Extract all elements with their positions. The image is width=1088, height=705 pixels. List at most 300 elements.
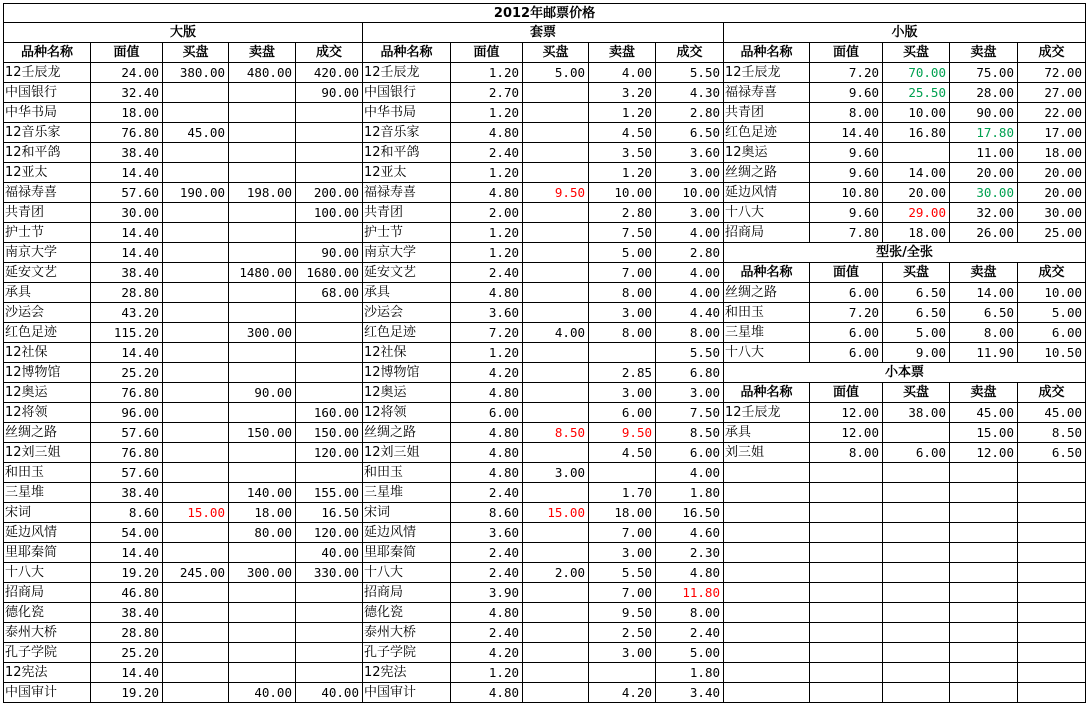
name-cell[interactable]: 12奥运 — [3, 383, 91, 403]
name-cell[interactable]: 12奥运 — [363, 383, 451, 403]
deal-cell[interactable]: 25.00 — [1018, 223, 1086, 243]
deal-cell[interactable]: 3.00 — [656, 203, 724, 223]
ask-cell[interactable]: 5.00 — [589, 243, 656, 263]
deal-cell[interactable]: 6.00 — [656, 443, 724, 463]
ask-cell[interactable]: 7.00 — [589, 263, 656, 283]
bid-cell[interactable] — [523, 123, 589, 143]
bid-cell[interactable]: 15.00 — [523, 503, 589, 523]
empty-cell[interactable] — [1018, 543, 1086, 563]
ask-cell[interactable]: 12.00 — [950, 443, 1018, 463]
ask-cell[interactable]: 26.00 — [950, 223, 1018, 243]
header-variety[interactable]: 品种名称 — [724, 263, 810, 283]
name-cell[interactable]: 和田玉 — [724, 303, 810, 323]
face-value-cell[interactable]: 1.20 — [451, 223, 523, 243]
face-value-cell[interactable]: 1.20 — [451, 243, 523, 263]
ask-cell[interactable]: 80.00 — [229, 523, 296, 543]
empty-cell[interactable] — [810, 583, 883, 603]
bid-cell[interactable] — [163, 643, 229, 663]
empty-cell[interactable] — [950, 523, 1018, 543]
empty-cell[interactable] — [883, 623, 950, 643]
header-face-value[interactable]: 面值 — [91, 43, 163, 63]
bid-cell[interactable] — [523, 583, 589, 603]
ask-cell[interactable] — [229, 543, 296, 563]
name-cell[interactable]: 宋词 — [3, 503, 91, 523]
bid-cell[interactable]: 5.00 — [523, 63, 589, 83]
name-cell[interactable]: 护士节 — [363, 223, 451, 243]
ask-cell[interactable]: 10.00 — [589, 183, 656, 203]
face-value-cell[interactable]: 4.80 — [451, 283, 523, 303]
face-value-cell[interactable]: 9.60 — [810, 163, 883, 183]
name-cell[interactable]: 南京大学 — [3, 243, 91, 263]
ask-cell[interactable]: 7.00 — [589, 523, 656, 543]
deal-cell[interactable] — [296, 623, 363, 643]
face-value-cell[interactable]: 14.40 — [91, 343, 163, 363]
bid-cell[interactable] — [163, 103, 229, 123]
empty-cell[interactable] — [950, 543, 1018, 563]
bid-cell[interactable] — [163, 203, 229, 223]
empty-cell[interactable] — [1018, 583, 1086, 603]
face-value-cell[interactable]: 4.80 — [451, 123, 523, 143]
face-value-cell[interactable]: 43.20 — [91, 303, 163, 323]
ask-cell[interactable]: 3.00 — [589, 303, 656, 323]
deal-cell[interactable]: 68.00 — [296, 283, 363, 303]
face-value-cell[interactable]: 28.80 — [91, 623, 163, 643]
bid-cell[interactable] — [163, 143, 229, 163]
deal-cell[interactable]: 90.00 — [296, 83, 363, 103]
ask-cell[interactable]: 4.50 — [589, 123, 656, 143]
empty-cell[interactable] — [883, 603, 950, 623]
face-value-cell[interactable]: 19.20 — [91, 563, 163, 583]
ask-cell[interactable]: 28.00 — [950, 83, 1018, 103]
deal-cell[interactable]: 3.40 — [656, 683, 724, 703]
header-deal[interactable]: 成交 — [656, 43, 724, 63]
name-cell[interactable]: 12将领 — [363, 403, 451, 423]
ask-cell[interactable]: 18.00 — [229, 503, 296, 523]
ask-cell[interactable] — [229, 243, 296, 263]
name-cell[interactable]: 延边风情 — [3, 523, 91, 543]
ask-cell[interactable]: 18.00 — [589, 503, 656, 523]
empty-cell[interactable] — [1018, 503, 1086, 523]
bid-cell[interactable] — [523, 203, 589, 223]
bid-cell[interactable]: 16.80 — [883, 123, 950, 143]
bid-cell[interactable] — [883, 143, 950, 163]
name-cell[interactable]: 承具 — [724, 423, 810, 443]
bid-cell[interactable] — [523, 163, 589, 183]
ask-cell[interactable]: 20.00 — [950, 163, 1018, 183]
bid-cell[interactable] — [163, 283, 229, 303]
empty-cell[interactable] — [810, 683, 883, 703]
empty-cell[interactable] — [883, 503, 950, 523]
name-cell[interactable]: 红色足迹 — [724, 123, 810, 143]
name-cell[interactable]: 泰州大桥 — [3, 623, 91, 643]
bid-cell[interactable] — [523, 623, 589, 643]
face-value-cell[interactable]: 9.60 — [810, 143, 883, 163]
deal-cell[interactable] — [296, 463, 363, 483]
name-cell[interactable]: 红色足迹 — [363, 323, 451, 343]
ask-cell[interactable] — [589, 463, 656, 483]
header-face-value[interactable]: 面值 — [810, 263, 883, 283]
face-value-cell[interactable]: 4.20 — [451, 363, 523, 383]
header-ask[interactable]: 卖盘 — [950, 263, 1018, 283]
header-ask[interactable]: 卖盘 — [950, 383, 1018, 403]
bid-cell[interactable]: 20.00 — [883, 183, 950, 203]
bid-cell[interactable] — [523, 523, 589, 543]
name-cell[interactable]: 宋词 — [363, 503, 451, 523]
empty-cell[interactable] — [810, 543, 883, 563]
face-value-cell[interactable]: 38.40 — [91, 263, 163, 283]
header-face-value[interactable]: 面值 — [810, 43, 883, 63]
face-value-cell[interactable]: 10.80 — [810, 183, 883, 203]
header-face-value[interactable]: 面值 — [451, 43, 523, 63]
ask-cell[interactable]: 90.00 — [229, 383, 296, 403]
name-cell[interactable]: 丝绸之路 — [363, 423, 451, 443]
face-value-cell[interactable]: 18.00 — [91, 103, 163, 123]
header-bid[interactable]: 买盘 — [883, 43, 950, 63]
ask-cell[interactable]: 1.20 — [589, 163, 656, 183]
empty-cell[interactable] — [810, 483, 883, 503]
empty-cell[interactable] — [724, 583, 810, 603]
deal-cell[interactable] — [296, 363, 363, 383]
bid-cell[interactable] — [163, 683, 229, 703]
header-variety[interactable]: 品种名称 — [3, 43, 91, 63]
name-cell[interactable]: 12奥运 — [724, 143, 810, 163]
name-cell[interactable]: 十八大 — [3, 563, 91, 583]
ask-cell[interactable]: 9.50 — [589, 423, 656, 443]
deal-cell[interactable]: 200.00 — [296, 183, 363, 203]
name-cell[interactable]: 十八大 — [724, 203, 810, 223]
deal-cell[interactable]: 27.00 — [1018, 83, 1086, 103]
section-title-small[interactable]: 小版 — [724, 23, 1086, 43]
bid-cell[interactable] — [163, 663, 229, 683]
deal-cell[interactable] — [296, 643, 363, 663]
name-cell[interactable]: 中国银行 — [363, 83, 451, 103]
name-cell[interactable]: 中国银行 — [3, 83, 91, 103]
name-cell[interactable]: 12将领 — [3, 403, 91, 423]
bid-cell[interactable]: 380.00 — [163, 63, 229, 83]
face-value-cell[interactable]: 6.00 — [810, 343, 883, 363]
deal-cell[interactable]: 17.00 — [1018, 123, 1086, 143]
bid-cell[interactable] — [163, 343, 229, 363]
deal-cell[interactable]: 2.80 — [656, 103, 724, 123]
empty-cell[interactable] — [810, 523, 883, 543]
bid-cell[interactable] — [163, 603, 229, 623]
header-ask[interactable]: 卖盘 — [589, 43, 656, 63]
bid-cell[interactable] — [523, 543, 589, 563]
deal-cell[interactable]: 2.80 — [656, 243, 724, 263]
bid-cell[interactable]: 29.00 — [883, 203, 950, 223]
face-value-cell[interactable]: 4.80 — [451, 603, 523, 623]
header-ask[interactable]: 卖盘 — [229, 43, 296, 63]
face-value-cell[interactable]: 2.40 — [451, 263, 523, 283]
deal-cell[interactable]: 4.00 — [656, 223, 724, 243]
face-value-cell[interactable]: 46.80 — [91, 583, 163, 603]
deal-cell[interactable]: 30.00 — [1018, 203, 1086, 223]
bid-cell[interactable] — [163, 623, 229, 643]
bid-cell[interactable]: 38.00 — [883, 403, 950, 423]
deal-cell[interactable]: 8.00 — [656, 603, 724, 623]
name-cell[interactable]: 共青团 — [724, 103, 810, 123]
deal-cell[interactable]: 2.40 — [656, 623, 724, 643]
name-cell[interactable]: 南京大学 — [363, 243, 451, 263]
face-value-cell[interactable]: 2.00 — [451, 203, 523, 223]
ask-cell[interactable]: 3.00 — [589, 543, 656, 563]
name-cell[interactable]: 延安文艺 — [363, 263, 451, 283]
bid-cell[interactable] — [163, 263, 229, 283]
deal-cell[interactable]: 4.00 — [656, 283, 724, 303]
deal-cell[interactable] — [296, 223, 363, 243]
face-value-cell[interactable]: 38.40 — [91, 603, 163, 623]
ask-cell[interactable] — [589, 343, 656, 363]
deal-cell[interactable]: 1680.00 — [296, 263, 363, 283]
name-cell[interactable]: 中国审计 — [363, 683, 451, 703]
header-variety[interactable]: 品种名称 — [724, 383, 810, 403]
deal-cell[interactable]: 3.00 — [656, 383, 724, 403]
face-value-cell[interactable]: 2.40 — [451, 543, 523, 563]
name-cell[interactable]: 12和平鸽 — [363, 143, 451, 163]
bid-cell[interactable] — [163, 163, 229, 183]
header-bid[interactable]: 买盘 — [163, 43, 229, 63]
name-cell[interactable]: 福禄寿喜 — [363, 183, 451, 203]
empty-cell[interactable] — [724, 603, 810, 623]
empty-cell[interactable] — [950, 643, 1018, 663]
deal-cell[interactable]: 5.50 — [656, 343, 724, 363]
name-cell[interactable]: 12社保 — [3, 343, 91, 363]
name-cell[interactable]: 十八大 — [363, 563, 451, 583]
ask-cell[interactable]: 4.00 — [589, 63, 656, 83]
ask-cell[interactable]: 1480.00 — [229, 263, 296, 283]
ask-cell[interactable]: 40.00 — [229, 683, 296, 703]
face-value-cell[interactable]: 2.40 — [451, 483, 523, 503]
section-title-large[interactable]: 大版 — [3, 23, 363, 43]
name-cell[interactable]: 中华书局 — [3, 103, 91, 123]
ask-cell[interactable] — [229, 143, 296, 163]
empty-cell[interactable] — [724, 643, 810, 663]
header-deal[interactable]: 成交 — [1018, 263, 1086, 283]
bid-cell[interactable] — [523, 223, 589, 243]
empty-cell[interactable] — [810, 603, 883, 623]
ask-cell[interactable]: 3.00 — [589, 383, 656, 403]
empty-cell[interactable] — [950, 623, 1018, 643]
name-cell[interactable]: 12社保 — [363, 343, 451, 363]
deal-cell[interactable]: 330.00 — [296, 563, 363, 583]
bid-cell[interactable] — [523, 243, 589, 263]
ask-cell[interactable] — [229, 123, 296, 143]
face-value-cell[interactable]: 14.40 — [810, 123, 883, 143]
name-cell[interactable]: 招商局 — [724, 223, 810, 243]
deal-cell[interactable]: 11.80 — [656, 583, 724, 603]
name-cell[interactable]: 红色足迹 — [3, 323, 91, 343]
ask-cell[interactable]: 2.85 — [589, 363, 656, 383]
ask-cell[interactable]: 300.00 — [229, 323, 296, 343]
name-cell[interactable]: 德化瓷 — [363, 603, 451, 623]
face-value-cell[interactable]: 57.60 — [91, 183, 163, 203]
bid-cell[interactable] — [163, 323, 229, 343]
face-value-cell[interactable]: 7.80 — [810, 223, 883, 243]
ask-cell[interactable]: 8.00 — [589, 323, 656, 343]
deal-cell[interactable]: 6.80 — [656, 363, 724, 383]
bid-cell[interactable]: 245.00 — [163, 563, 229, 583]
name-cell[interactable]: 中国审计 — [3, 683, 91, 703]
empty-cell[interactable] — [724, 623, 810, 643]
ask-cell[interactable]: 8.00 — [589, 283, 656, 303]
empty-cell[interactable] — [1018, 523, 1086, 543]
name-cell[interactable]: 承具 — [3, 283, 91, 303]
deal-cell[interactable]: 4.00 — [656, 263, 724, 283]
face-value-cell[interactable]: 9.60 — [810, 83, 883, 103]
ask-cell[interactable]: 480.00 — [229, 63, 296, 83]
face-value-cell[interactable]: 14.40 — [91, 663, 163, 683]
ask-cell[interactable] — [229, 203, 296, 223]
deal-cell[interactable]: 120.00 — [296, 443, 363, 463]
ask-cell[interactable]: 300.00 — [229, 563, 296, 583]
bid-cell[interactable]: 9.50 — [523, 183, 589, 203]
face-value-cell[interactable]: 28.80 — [91, 283, 163, 303]
deal-cell[interactable]: 100.00 — [296, 203, 363, 223]
empty-cell[interactable] — [950, 583, 1018, 603]
deal-cell[interactable]: 45.00 — [1018, 403, 1086, 423]
empty-cell[interactable] — [1018, 663, 1086, 683]
bid-cell[interactable] — [163, 303, 229, 323]
empty-cell[interactable] — [950, 463, 1018, 483]
ask-cell[interactable]: 15.00 — [950, 423, 1018, 443]
face-value-cell[interactable]: 57.60 — [91, 423, 163, 443]
ask-cell[interactable]: 3.20 — [589, 83, 656, 103]
bid-cell[interactable] — [163, 443, 229, 463]
face-value-cell[interactable]: 25.20 — [91, 643, 163, 663]
deal-cell[interactable]: 8.00 — [656, 323, 724, 343]
ask-cell[interactable]: 1.70 — [589, 483, 656, 503]
empty-cell[interactable] — [950, 483, 1018, 503]
deal-cell[interactable]: 16.50 — [296, 503, 363, 523]
deal-cell[interactable]: 155.00 — [296, 483, 363, 503]
ask-cell[interactable]: 90.00 — [950, 103, 1018, 123]
face-value-cell[interactable]: 8.00 — [810, 103, 883, 123]
empty-cell[interactable] — [1018, 483, 1086, 503]
empty-cell[interactable] — [810, 623, 883, 643]
ask-cell[interactable] — [229, 223, 296, 243]
empty-cell[interactable] — [724, 503, 810, 523]
empty-cell[interactable] — [724, 663, 810, 683]
deal-cell[interactable] — [296, 323, 363, 343]
deal-cell[interactable]: 1.80 — [656, 483, 724, 503]
empty-cell[interactable] — [950, 603, 1018, 623]
bid-cell[interactable] — [523, 603, 589, 623]
deal-cell[interactable]: 40.00 — [296, 543, 363, 563]
bid-cell[interactable]: 45.00 — [163, 123, 229, 143]
deal-cell[interactable]: 160.00 — [296, 403, 363, 423]
ask-cell[interactable]: 7.50 — [589, 223, 656, 243]
bid-cell[interactable] — [163, 423, 229, 443]
bid-cell[interactable]: 6.50 — [883, 303, 950, 323]
section-title-booklet[interactable]: 小本票 — [724, 363, 1086, 383]
empty-cell[interactable] — [724, 563, 810, 583]
face-value-cell[interactable]: 96.00 — [91, 403, 163, 423]
face-value-cell[interactable]: 1.20 — [451, 163, 523, 183]
empty-cell[interactable] — [883, 543, 950, 563]
face-value-cell[interactable]: 1.20 — [451, 63, 523, 83]
name-cell[interactable]: 和田玉 — [3, 463, 91, 483]
ask-cell[interactable] — [229, 663, 296, 683]
header-bid[interactable]: 买盘 — [883, 263, 950, 283]
ask-cell[interactable] — [229, 463, 296, 483]
bid-cell[interactable] — [523, 403, 589, 423]
name-cell[interactable]: 12博物馆 — [363, 363, 451, 383]
name-cell[interactable]: 12宪法 — [363, 663, 451, 683]
name-cell[interactable]: 和田玉 — [363, 463, 451, 483]
deal-cell[interactable]: 5.00 — [656, 643, 724, 663]
deal-cell[interactable]: 20.00 — [1018, 183, 1086, 203]
name-cell[interactable]: 十八大 — [724, 343, 810, 363]
deal-cell[interactable]: 10.00 — [1018, 283, 1086, 303]
name-cell[interactable]: 共青团 — [363, 203, 451, 223]
ask-cell[interactable]: 9.50 — [589, 603, 656, 623]
empty-cell[interactable] — [883, 683, 950, 703]
face-value-cell[interactable]: 6.00 — [810, 323, 883, 343]
deal-cell[interactable]: 22.00 — [1018, 103, 1086, 123]
ask-cell[interactable]: 17.80 — [950, 123, 1018, 143]
face-value-cell[interactable]: 14.40 — [91, 223, 163, 243]
name-cell[interactable]: 12和平鸽 — [3, 143, 91, 163]
bid-cell[interactable]: 8.50 — [523, 423, 589, 443]
deal-cell[interactable] — [296, 603, 363, 623]
deal-cell[interactable] — [296, 103, 363, 123]
name-cell[interactable]: 延安文艺 — [3, 263, 91, 283]
bid-cell[interactable]: 4.00 — [523, 323, 589, 343]
bid-cell[interactable] — [163, 543, 229, 563]
empty-cell[interactable] — [883, 463, 950, 483]
ask-cell[interactable] — [229, 603, 296, 623]
face-value-cell[interactable]: 57.60 — [91, 463, 163, 483]
empty-cell[interactable] — [883, 663, 950, 683]
face-value-cell[interactable]: 24.00 — [91, 63, 163, 83]
bid-cell[interactable] — [163, 83, 229, 103]
bid-cell[interactable] — [523, 303, 589, 323]
name-cell[interactable]: 福禄寿喜 — [724, 83, 810, 103]
deal-cell[interactable]: 4.80 — [656, 563, 724, 583]
empty-cell[interactable] — [724, 483, 810, 503]
bid-cell[interactable] — [523, 83, 589, 103]
deal-cell[interactable]: 420.00 — [296, 63, 363, 83]
face-value-cell[interactable]: 76.80 — [91, 443, 163, 463]
bid-cell[interactable]: 190.00 — [163, 183, 229, 203]
face-value-cell[interactable]: 38.40 — [91, 143, 163, 163]
header-deal[interactable]: 成交 — [1018, 383, 1086, 403]
name-cell[interactable]: 泰州大桥 — [363, 623, 451, 643]
name-cell[interactable]: 承具 — [363, 283, 451, 303]
ask-cell[interactable] — [229, 283, 296, 303]
empty-cell[interactable] — [883, 583, 950, 603]
face-value-cell[interactable]: 7.20 — [810, 303, 883, 323]
deal-cell[interactable]: 6.50 — [656, 123, 724, 143]
bid-cell[interactable]: 25.50 — [883, 83, 950, 103]
face-value-cell[interactable]: 76.80 — [91, 123, 163, 143]
bid-cell[interactable] — [523, 363, 589, 383]
empty-cell[interactable] — [950, 663, 1018, 683]
bid-cell[interactable] — [163, 383, 229, 403]
ask-cell[interactable]: 32.00 — [950, 203, 1018, 223]
deal-cell[interactable] — [296, 663, 363, 683]
bid-cell[interactable]: 2.00 — [523, 563, 589, 583]
deal-cell[interactable]: 4.30 — [656, 83, 724, 103]
bid-cell[interactable]: 10.00 — [883, 103, 950, 123]
empty-cell[interactable] — [1018, 623, 1086, 643]
face-value-cell[interactable]: 7.20 — [810, 63, 883, 83]
bid-cell[interactable] — [523, 643, 589, 663]
face-value-cell[interactable]: 4.80 — [451, 683, 523, 703]
bid-cell[interactable] — [523, 383, 589, 403]
deal-cell[interactable] — [296, 303, 363, 323]
face-value-cell[interactable]: 14.40 — [91, 163, 163, 183]
